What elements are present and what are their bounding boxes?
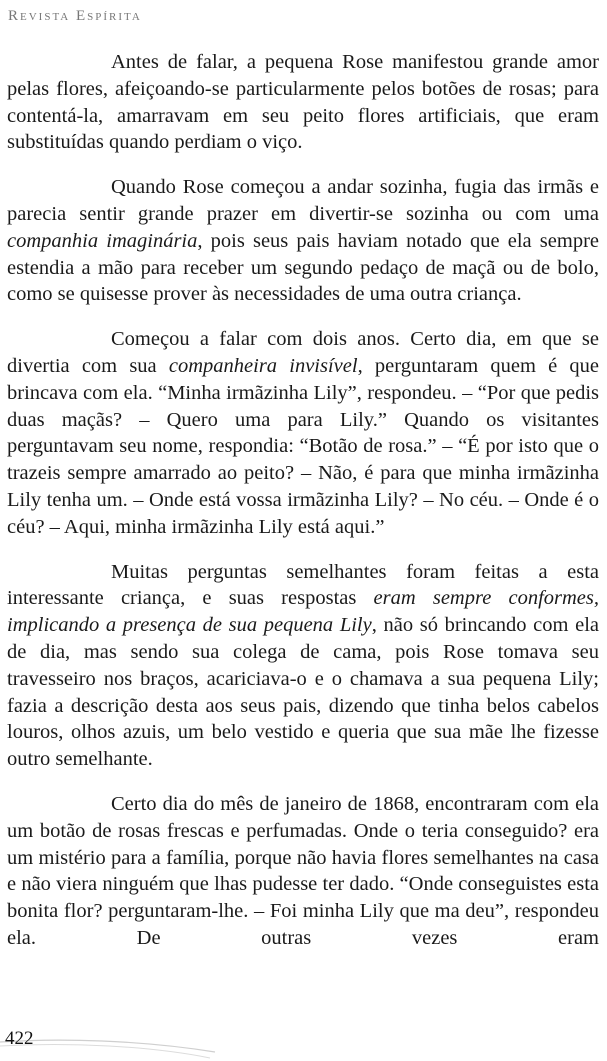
italic-text-run: companhia imaginária <box>7 229 198 252</box>
paragraph <box>7 49 599 156</box>
text-run: Muitas perguntas semelhantes foram feitas a esta interessante criança, e suas respostas <box>7 560 599 610</box>
paragraph <box>7 174 599 308</box>
paragraph <box>7 326 599 540</box>
running-header: Revista Espírita <box>8 8 142 24</box>
article-body <box>7 49 599 970</box>
paragraph <box>7 791 599 952</box>
text-run: Começou a falar com dois anos. Certo dia, em que se divertia com sua <box>7 328 599 377</box>
paragraph <box>7 559 599 773</box>
text-run: Quando Rose começou a andar sozinha, fugia das irmãs e parecia sentir grande prazer em divertir-se sozinha ou com uma <box>7 176 599 225</box>
text-run: , não só brincando com ela de dia, mas sendo sua colega de cama, pois Rose tomava seu travesseiro nos braços, acariciava-o e o chamava a sua pequena Lily; fazia a descrição desta aos seus pais, dizendo que tinha belos cabelos louros, olhos azuis, um belo vestido e queria que sua mãe lhe fizesse outro semelhante. <box>7 614 600 771</box>
text-run: Certo dia do mês de janeiro de 1868, encontraram com ela um botão de rosas frescas e perfumadas. Onde o teria conseguido? era um mistério para a família, porque não havia flores semelhantes na casa e não viera ninguém que lhas pudesse ter dado. “Onde conseguistes esta bonita flor? perguntaram-lhe. – Foi minha Lily que ma deu”, respondeu ela. De outras vezes eram <box>7 792 599 949</box>
page-number: 422 <box>5 1028 34 1049</box>
italic-text-run: companheira invisível <box>168 354 358 377</box>
italic-text-run: eram sempre conformes, implicando a presença de sua pequena Lily <box>7 587 599 637</box>
text-run: , perguntaram quem é que brincava com ela. “Minha irmãzinha Lily”, respondeu. – “Por que pedis duas maçãs? – Quero uma para Lily.” Quando os visitantes perguntavam seu nome, respondia: “Botão de rosa.” – “É por isto que o trazeis sempre amarrado ao peito? – Não, é para que minha irmãzinha Lily tenha um. – Onde está vossa irmãzinha Lily? – No céu. – Onde é o céu? – Aqui, minha irmãzinha Lily está aqui.” <box>7 354 600 538</box>
text-run: Antes de falar, a pequena Rose manifestou grande amor pelas flores, afeiçoando-se particularmente pelos botões de rosas; para contentá-la, amarravam em seu peito flores artificiais, que eram substituídas quando perdiam o viço. <box>7 51 599 154</box>
text-run: , pois seus pais haviam notado que ela sempre estendia a mão para receber um segundo pedaço de maçã ou de bolo, como se quisesse prover às necessidades de uma outra criança. <box>7 229 600 306</box>
